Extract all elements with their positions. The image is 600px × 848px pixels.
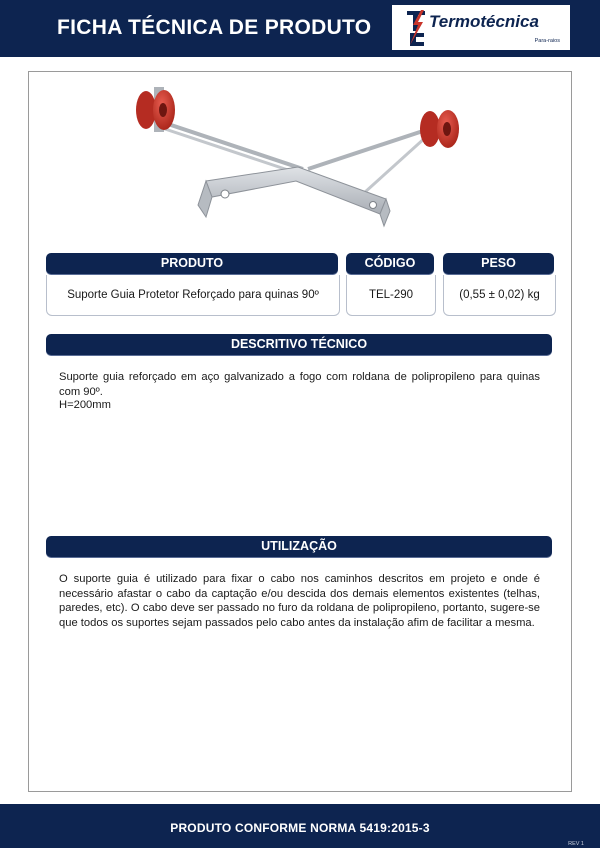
norma-statement: PRODUTO CONFORME NORMA 5419:2015-3 bbox=[170, 821, 430, 835]
header-produto: PRODUTO bbox=[46, 253, 338, 274]
product-weight-value: (0,55 ± 0,02) kg bbox=[443, 275, 556, 316]
descritivo-text: Suporte guia reforçado em aço galvanizado a fogo com roldana de polipropileno para quinas com 90º. bbox=[59, 371, 540, 398]
header-peso: PESO bbox=[443, 253, 554, 274]
section-title-utilizacao: UTILIZAÇÃO bbox=[46, 536, 552, 557]
page-header bbox=[0, 0, 600, 57]
brand-subtitle: Para-raios bbox=[534, 38, 560, 44]
utilizacao-text: O suporte guia é utilizado para fixar o cabo nos caminhos descritos em projeto e onde é necessário afastar o cabo da captação e/ou descida dos demais elementos existentes (telhas, paredes, etc). O cabo deve ser passado no furo da roldana de polipropileno, portanto, sugere-se que todos os suportes sejam passados pelo cabo antes da instalação afim de facilitar a mesma. bbox=[59, 573, 540, 629]
descritivo-height: H=200mm bbox=[59, 399, 111, 411]
section-title-descritivo: DESCRITIVO TÉCNICO bbox=[46, 334, 552, 355]
product-photo-icon bbox=[128, 81, 468, 231]
brand-logo bbox=[392, 5, 570, 50]
termotecnica-logo-icon bbox=[404, 9, 428, 47]
product-code-value: TEL-290 bbox=[346, 275, 436, 316]
product-name-value: Suporte Guia Protetor Reforçado para quinas 90º bbox=[46, 275, 340, 316]
page-title: FICHA TÉCNICA DE PRODUTO bbox=[57, 16, 372, 39]
page-footer bbox=[0, 804, 600, 848]
header-codigo: CÓDIGO bbox=[346, 253, 434, 274]
brand-name: Termotécnica bbox=[429, 12, 539, 31]
revision-label: REV 1 bbox=[568, 841, 584, 847]
